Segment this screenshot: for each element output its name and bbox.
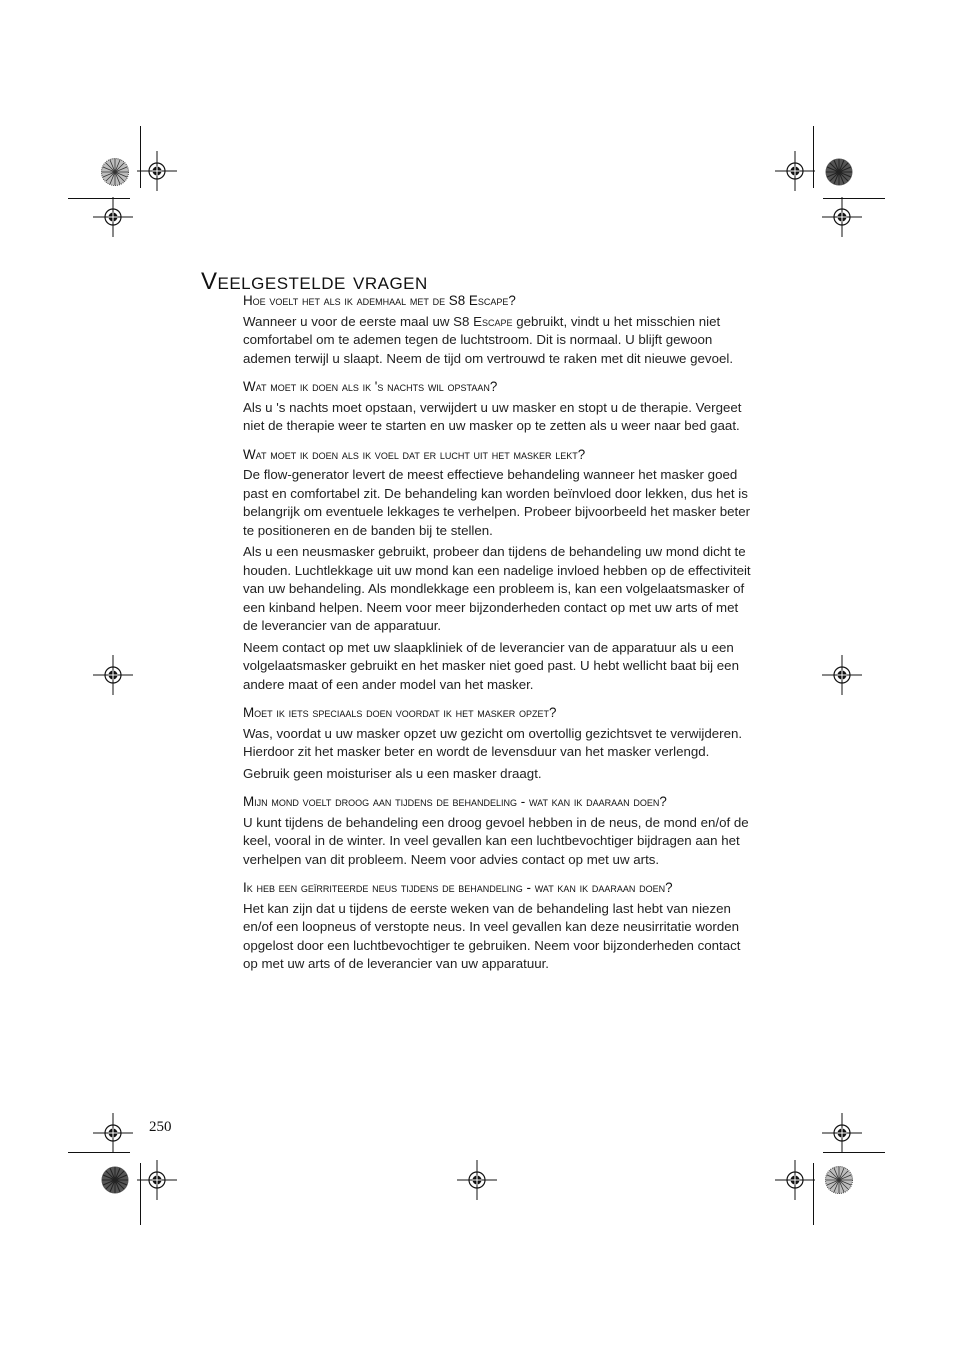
faq-section: [243, 292, 755, 977]
density-star-icon: [825, 1166, 853, 1194]
product-name: S8 Escape: [453, 313, 513, 329]
faq-answer: Was, voordat u uw masker opzet uw gezicht om overtollig gezichtsvet te verwijderen. Hierdoor zit het masker beter en wordt de levensduur van het masker verlengd.: [243, 725, 743, 759]
faq-answer: [243, 313, 755, 369]
registration-target-icon: [137, 151, 177, 191]
faq-question: Hoe voelt het als ik ademhaal met de S8 Escape?: [243, 293, 516, 308]
faq-question: Ik heb een geïrriteerde neus tijdens de behandeling - wat kan ik daaraan doen?: [243, 880, 673, 895]
faq-answer: Als u 's nachts moet opstaan, verwijdert u uw masker en stopt u de therapie. Vergeet niet de therapie weer te starten en uw masker op te zetten als u weer naar bed gaat.: [243, 399, 742, 433]
faq-answer: Het kan zijn dat u tijdens de eerste weken van de behandeling last hebt van niezen en/of een loopneus of verstopte neus. In veel gevallen kan deze neusirritatie worden opgelost door een luchtbevochtiger te gebruiken. Neem voor bijzonderheden contact op met uw arts of de leverancier van uw apparatuur.: [243, 900, 741, 971]
registration-target-icon: [93, 655, 133, 695]
page-number: 250: [149, 1119, 172, 1135]
registration-target-icon: [137, 1160, 177, 1200]
registration-target-icon: [775, 1160, 815, 1200]
answer-text: Wanneer u voor de eerste maal uw: [243, 313, 454, 329]
registration-target-icon: [775, 151, 815, 191]
registration-target-icon: [822, 197, 862, 237]
density-star-icon: [101, 158, 129, 186]
faq-question: Moet ik iets speciaals doen voordat ik het masker opzet?: [243, 705, 557, 720]
faq-question: Wat moet ik doen als ik voel dat er lucht uit het masker lekt?: [243, 446, 586, 462]
faq-question: Mijn mond voelt droog aan tijdens de behandeling - wat kan ik daaraan doen?: [243, 794, 667, 809]
faq-answer: Als u een neusmasker gebruikt, probeer dan tijdens de behandeling uw mond dicht te houden. Luchtlekkage uit uw mond kan een nadelige invloed hebben op de effectiviteit van uw behandeling. Als mondlekkage een probleem is, kan een volgelaatsmasker of een kinband helpen. Neem voor meer bijzonderheden contact op met uw arts of met de leverancier van de apparatuur.: [243, 544, 751, 633]
registration-target-icon: [822, 655, 862, 695]
faq-answer: U kunt tijdens de behandeling een droog gevoel hebben in de neus, de mond en/of de keel, vooral in de winter. In veel gevallen kan een luchtbevochtiger bijdragen aan het verhelpen van dit probleem. Neem voor advies contact op met uw arts.: [243, 814, 749, 867]
registration-target-icon: [822, 1113, 862, 1153]
density-star-icon: [101, 1166, 129, 1194]
registration-target-icon: [93, 1113, 133, 1153]
page-title: Veelgestelde vragen: [201, 268, 428, 296]
density-star-icon: [825, 158, 853, 186]
faq-answer: Gebruik geen moisturiser als u een masker draagt.: [243, 765, 542, 781]
registration-target-icon: [457, 1160, 458, 1161]
answer-text: gebruikt, vindt u het misschien niet comfortabel om te ademen tegen de luchtstroom. Dit is normaal. U blijft gewoon ademen terwijl u slaapt. Neem de tijd om vertrouwd te raken met dit nieuwe gevoel.: [243, 313, 734, 366]
registration-target-icon: [93, 197, 133, 237]
faq-answer: Neem contact op met uw slaapkliniek of de leverancier van de apparatuur als u een volgelaatsmasker gebruikt en het masker niet goed past. U hebt wellicht baat bij een andere maat of een ander model van het masker.: [243, 639, 739, 692]
faq-answer: De flow-generator levert de meest effectieve behandeling wanneer het masker goed past en comfortabel zit. De behandeling kan worden beïnvloed door lekken, dus het is belangrijk om eventuele lekkages te verhelpen. Probeer bijvoorbeeld het masker beter te positioneren en de banden bij te stellen.: [243, 467, 751, 538]
faq-question: Wat moet ik doen als ik 's nachts wil opstaan?: [243, 379, 498, 394]
registration-target-icon: [457, 1160, 497, 1200]
